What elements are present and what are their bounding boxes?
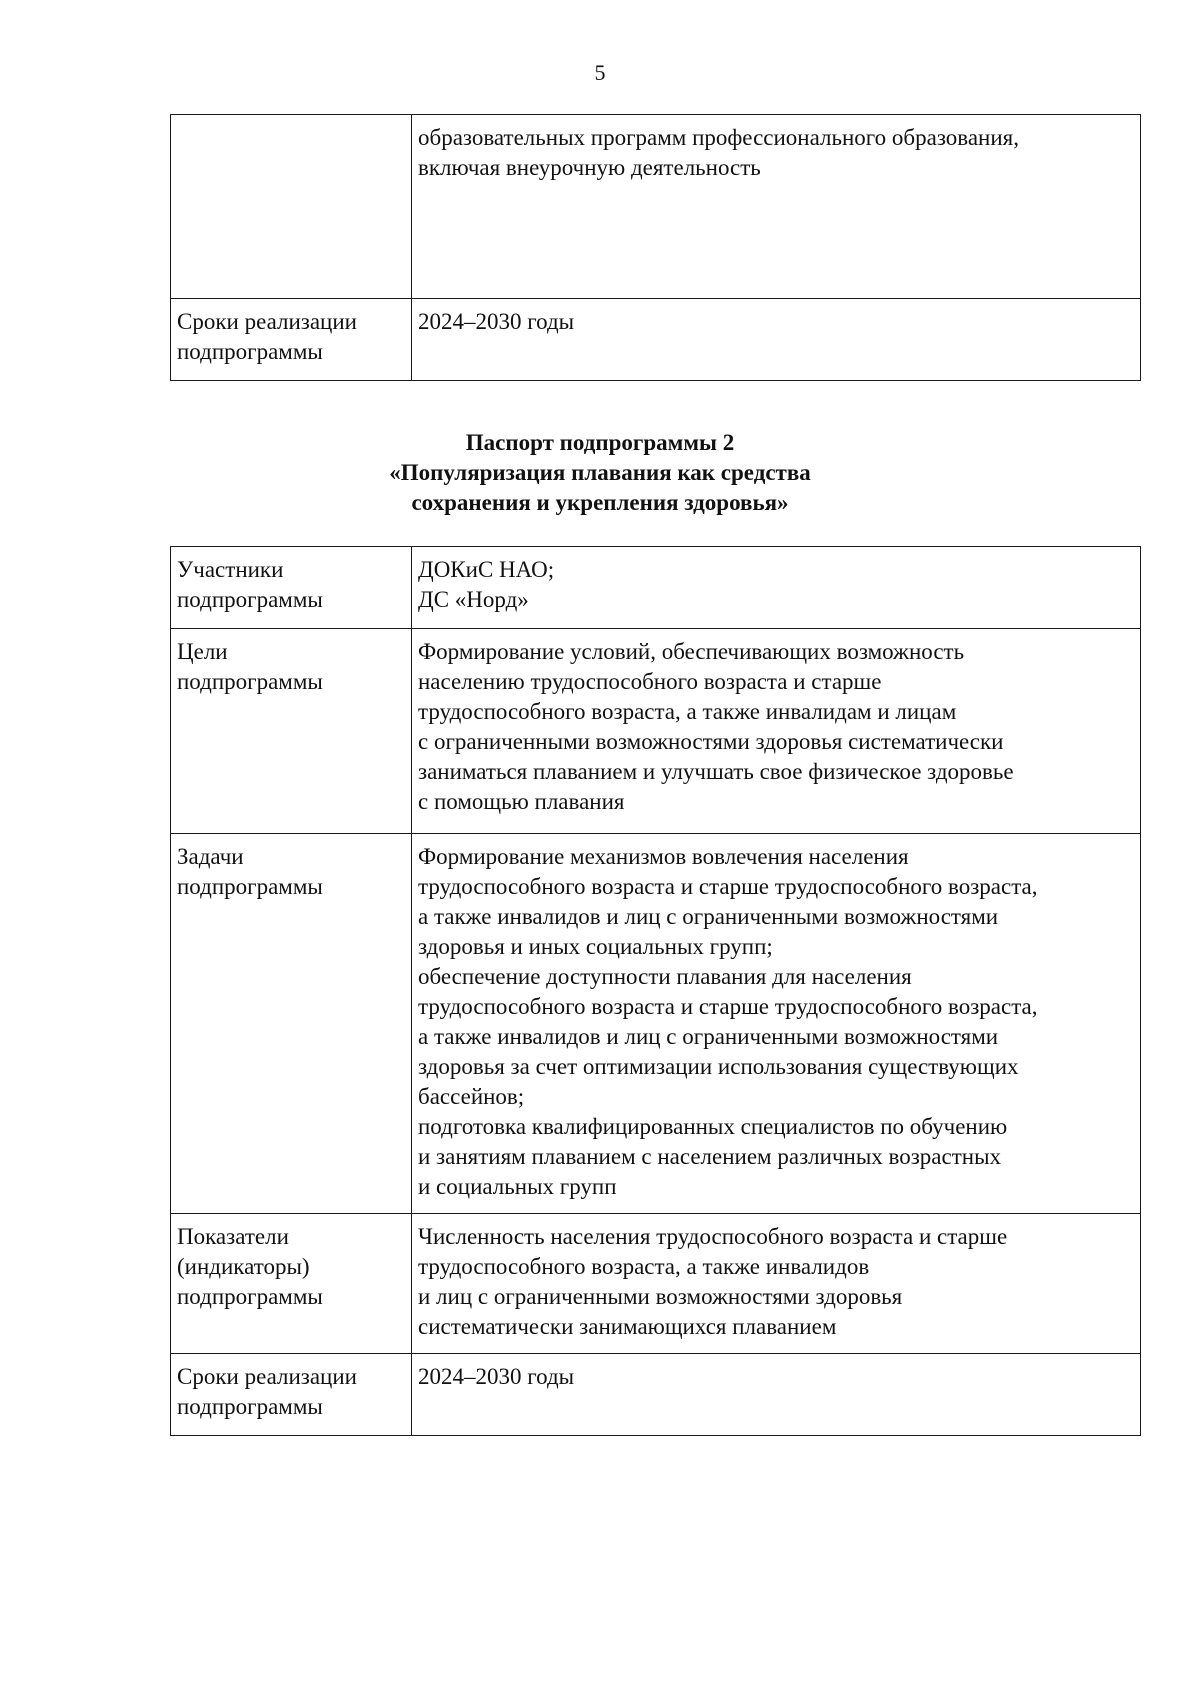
passport-table-subprogram-2	[170, 546, 1141, 1436]
row-value-cell	[412, 299, 1141, 381]
indicators-label: Показатели (индикаторы) подпрограммы	[177, 1224, 323, 1309]
section-heading: Паспорт подпрограммы 2 «Популяризация плавания как средства сохранения и укрепления здоровья»	[389, 430, 811, 515]
tasks-value: Формирование механизмов вовлечения населения трудоспособного возраста и старше трудоспособного возраста, а также инвалидов и лиц с ограниченными возможностями здоровья и иных социальных групп; обеспечение доступности плавания для населения трудоспособного возраста и старше трудоспособного возраста, а также инвалидов и лиц с ограниченными возможностями здоровья за счет оптимизации использования существующих бассейнов; подготовка квалифицированных специалистов по обучению и занятиям плаванием с населением различных возрастных и социальных групп	[418, 844, 1038, 1199]
table-row	[171, 299, 1141, 381]
tasks-label: Задачи подпрограммы	[177, 844, 323, 899]
goals-value: Формирование условий, обеспечивающих возможность населению трудоспособного возраста и старше трудоспособного возраста, а также инвалидам и лицам с ограниченными возможностями здоровья систематически заниматься плаванием и улучшать свое физическое здоровье с помощью плавания	[418, 639, 1014, 814]
row-value-cell	[412, 1354, 1141, 1436]
terms-label: Сроки реализации подпрограммы	[177, 1364, 357, 1419]
participants-label: Участники подпрограммы	[177, 557, 323, 612]
page-number: 5	[594, 60, 606, 85]
table-row	[171, 629, 1141, 834]
row-value: образовательных программ профессионального образования, включая внеурочную деятельность	[418, 125, 1019, 180]
terms-label: Сроки реализации подпрограммы	[177, 309, 357, 364]
row-value-cell	[412, 1214, 1141, 1354]
row-label-cell	[171, 299, 412, 381]
table-row	[171, 1214, 1141, 1354]
terms-value: 2024–2030 годы	[418, 1364, 575, 1389]
row-value-cell	[412, 547, 1141, 629]
row-label-cell	[171, 834, 412, 1214]
table-row	[171, 547, 1141, 629]
row-value-cell	[412, 115, 1141, 299]
row-value-cell	[412, 834, 1141, 1214]
table-row	[171, 115, 1141, 299]
row-value-cell	[412, 629, 1141, 834]
passport-table-continuation	[170, 114, 1141, 381]
row-label-cell	[171, 547, 412, 629]
row-label-cell	[171, 629, 412, 834]
indicators-value: Численность населения трудоспособного возраста и старше трудоспособного возраста, а также инвалидов и лиц с ограниченными возможностями здоровья систематически занимающихся плаванием	[418, 1224, 1008, 1339]
row-label-cell	[171, 115, 412, 299]
row-label-cell	[171, 1214, 412, 1354]
participants-value: ДОКиС НАО; ДС «Норд»	[418, 557, 555, 612]
table-row	[171, 1354, 1141, 1436]
table-row	[171, 834, 1141, 1214]
row-label-cell	[171, 1354, 412, 1436]
terms-value: 2024–2030 годы	[418, 309, 575, 334]
goals-label: Цели подпрограммы	[177, 639, 323, 694]
